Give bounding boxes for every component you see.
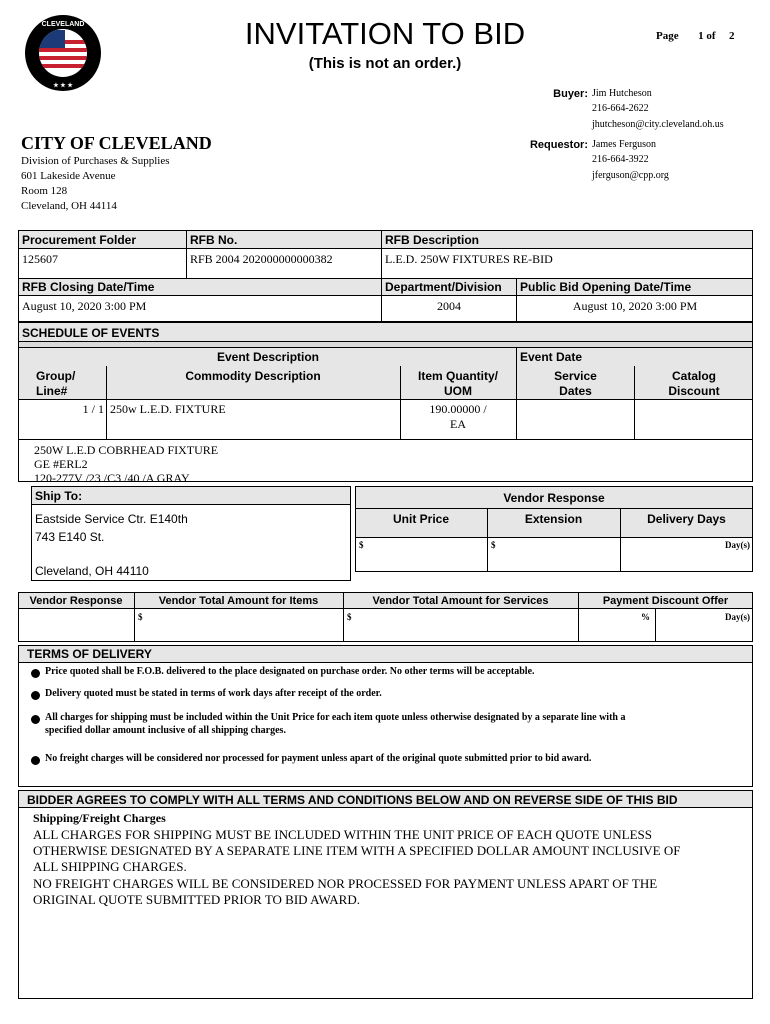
unit-price-input[interactable] — [356, 538, 486, 571]
term-item-3: All charges for shipping must be included within the Unit Price for each item quote unless otherwise designated by a separate line with a — [45, 712, 626, 723]
page-current: 1 — [698, 30, 704, 42]
city-seal-logo — [24, 14, 102, 92]
bidder-line-5: ORIGINAL QUOTE SUBMITTED PRIOR TO BID AWARD. — [33, 892, 360, 907]
dept-value: 2004 — [437, 299, 461, 313]
term-item-1: Price quoted shall be F.O.B. delivered to the place designated on purchase order. No other terms will be acceptable. — [45, 666, 535, 677]
totals-services-header: Vendor Total Amount for Services — [372, 595, 549, 607]
rfb-desc-value: L.E.D. 250W FIXTURES RE-BID — [385, 252, 553, 266]
proc-folder-value: 125607 — [22, 252, 58, 266]
page-total: 2 — [729, 30, 735, 42]
city-address-1: 601 Lakeside Avenue — [21, 170, 116, 182]
col-dates: Dates — [559, 384, 592, 398]
discount-days-unit: Day(s) — [725, 612, 750, 622]
closing-value: August 10, 2020 3:00 PM — [22, 299, 147, 313]
term-item-3-cont: specified dollar amount inclusive of all shipping charges. — [45, 725, 286, 736]
city-name: CITY OF CLEVELAND — [21, 133, 212, 153]
discount-percent-sign: % — [641, 612, 650, 622]
bidder-subheading: Shipping/Freight Charges — [33, 811, 166, 825]
total-items-input[interactable] — [135, 609, 342, 641]
term-bullet-2 — [31, 691, 40, 700]
item-detail-3: 120-277V /23 /C3 /40 /A GRAY — [34, 471, 190, 485]
buyer-email: jhutcheson@city.cleveland.oh.us — [592, 119, 724, 130]
term-bullet-4 — [31, 756, 40, 765]
opening-label: Public Bid Opening Date/Time — [520, 280, 692, 294]
rfb-desc-label: RFB Description — [385, 233, 480, 247]
bidder-title: BIDDER AGREES TO COMPLY WITH ALL TERMS AND CONDITIONS BELOW AND ON REVERSE SIDE OF THIS BID — [27, 793, 678, 807]
item-description: 250w L.E.D. FIXTURE — [110, 402, 226, 416]
col-service: Service — [554, 369, 597, 383]
event-desc-header: Event Description — [216, 350, 320, 364]
svg-text:CLEVELAND: CLEVELAND — [41, 21, 85, 28]
ship-to-line-1: Eastside Service Ctr. E140th — [35, 512, 188, 526]
requestor-phone: 216-664-3922 — [592, 154, 649, 165]
dept-label: Department/Division — [385, 280, 502, 294]
col-line: Line# — [36, 384, 68, 398]
page-of: of — [706, 30, 716, 42]
unit-price-dollar: $ — [359, 540, 364, 550]
delivery-days-unit: Day(s) — [725, 540, 750, 550]
page-title: INVITATION TO BID — [244, 16, 526, 51]
discount-percent-input[interactable] — [579, 609, 654, 641]
delivery-days-input[interactable] — [621, 538, 752, 571]
totals-items-header: Vendor Total Amount for Items — [158, 595, 319, 607]
schedule-title: SCHEDULE OF EVENTS — [22, 326, 160, 340]
term-item-4: No freight charges will be considered nor processed for payment unless apart of the original quote submitted prior to bid award. — [45, 753, 592, 764]
extension-dollar: $ — [491, 540, 496, 550]
col-uom: UOM — [444, 384, 472, 398]
rfb-no-value: RFB 2004 202000000000382 — [190, 252, 333, 266]
page-number — [656, 30, 735, 42]
col-commodity: Commodity Description — [185, 369, 321, 383]
payment-discount-header: Payment Discount Offer — [602, 595, 729, 607]
opening-value: August 10, 2020 3:00 PM — [572, 299, 698, 313]
delivery-days-header: Delivery Days — [647, 512, 726, 526]
col-catalog: Catalog — [671, 369, 716, 383]
col-discount: Discount — [668, 384, 720, 398]
bidder-line-2: OTHERWISE DESIGNATED BY A SEPARATE LINE ITEM WITH A SPECIFIED DOLLAR AMOUNT INCLUSIVE OF — [33, 843, 681, 858]
col-group: Group/ — [36, 369, 76, 383]
closing-label: RFB Closing Date/Time — [22, 280, 155, 294]
city-address-3: Cleveland, OH 44114 — [21, 200, 117, 212]
bidder-line-4: NO FREIGHT CHARGES WILL BE CONSIDERED NOR PROCESSED FOR PAYMENT UNLESS APART OF THE — [33, 876, 658, 891]
requestor-label: Requestor: — [529, 139, 588, 151]
term-item-2: Delivery quoted must be stated in terms of work days after receipt of the order. — [45, 688, 382, 699]
total-services-input[interactable] — [344, 609, 577, 641]
requestor-name: James Ferguson — [592, 139, 656, 150]
term-bullet-1 — [31, 669, 40, 678]
buyer-name: Jim Hutcheson — [592, 88, 652, 99]
item-detail-2: GE #ERL2 — [34, 457, 88, 471]
line-number: 1 / 1 — [82, 402, 104, 416]
page-label: Page — [656, 30, 679, 42]
page-subtitle: (This is not an order.) — [308, 55, 462, 72]
total-items-dollar: $ — [138, 612, 143, 622]
unit-price-header: Unit Price — [392, 512, 449, 526]
svg-text:★ ★ ★: ★ ★ ★ — [53, 83, 73, 89]
item-uom: EA — [450, 417, 466, 431]
discount-days-input[interactable] — [656, 609, 752, 641]
vendor-response-input[interactable] — [19, 609, 133, 641]
event-date-header: Event Date — [520, 350, 583, 364]
buyer-phone: 216-664-2622 — [592, 103, 649, 114]
col-qty: Item Quantity/ — [417, 369, 498, 383]
total-services-dollar: $ — [347, 612, 352, 622]
item-quantity: 190.00000 / — [429, 402, 487, 416]
ship-to-line-2: 743 E140 St. — [35, 530, 105, 544]
city-address-2: Room 128 — [21, 185, 68, 197]
requestor-email: jferguson@cpp.org — [592, 170, 669, 181]
proc-folder-label: Procurement Folder — [22, 233, 137, 247]
extension-input[interactable] — [488, 538, 619, 571]
ship-to-line-3: Cleveland, OH 44110 — [35, 564, 149, 578]
bidder-line-3: ALL SHIPPING CHARGES. — [33, 859, 187, 874]
term-bullet-3 — [31, 715, 40, 724]
city-division: Division of Purchases & Supplies — [21, 155, 170, 167]
totals-vendor-response: Vendor Response — [29, 595, 123, 607]
item-detail-1: 250W L.E.D COBRHEAD FIXTURE — [34, 443, 219, 457]
buyer-label: Buyer: — [553, 88, 588, 100]
bidder-line-1: ALL CHARGES FOR SHIPPING MUST BE INCLUDED WITHIN THE UNIT PRICE OF EACH QUOTE UNLESS — [33, 827, 652, 842]
ship-to-label: Ship To: — [35, 489, 83, 503]
rfb-no-label: RFB No. — [190, 233, 238, 247]
extension-header: Extension — [524, 512, 583, 526]
vendor-response-header: Vendor Response — [503, 491, 605, 505]
terms-title: TERMS OF DELIVERY — [27, 647, 152, 661]
